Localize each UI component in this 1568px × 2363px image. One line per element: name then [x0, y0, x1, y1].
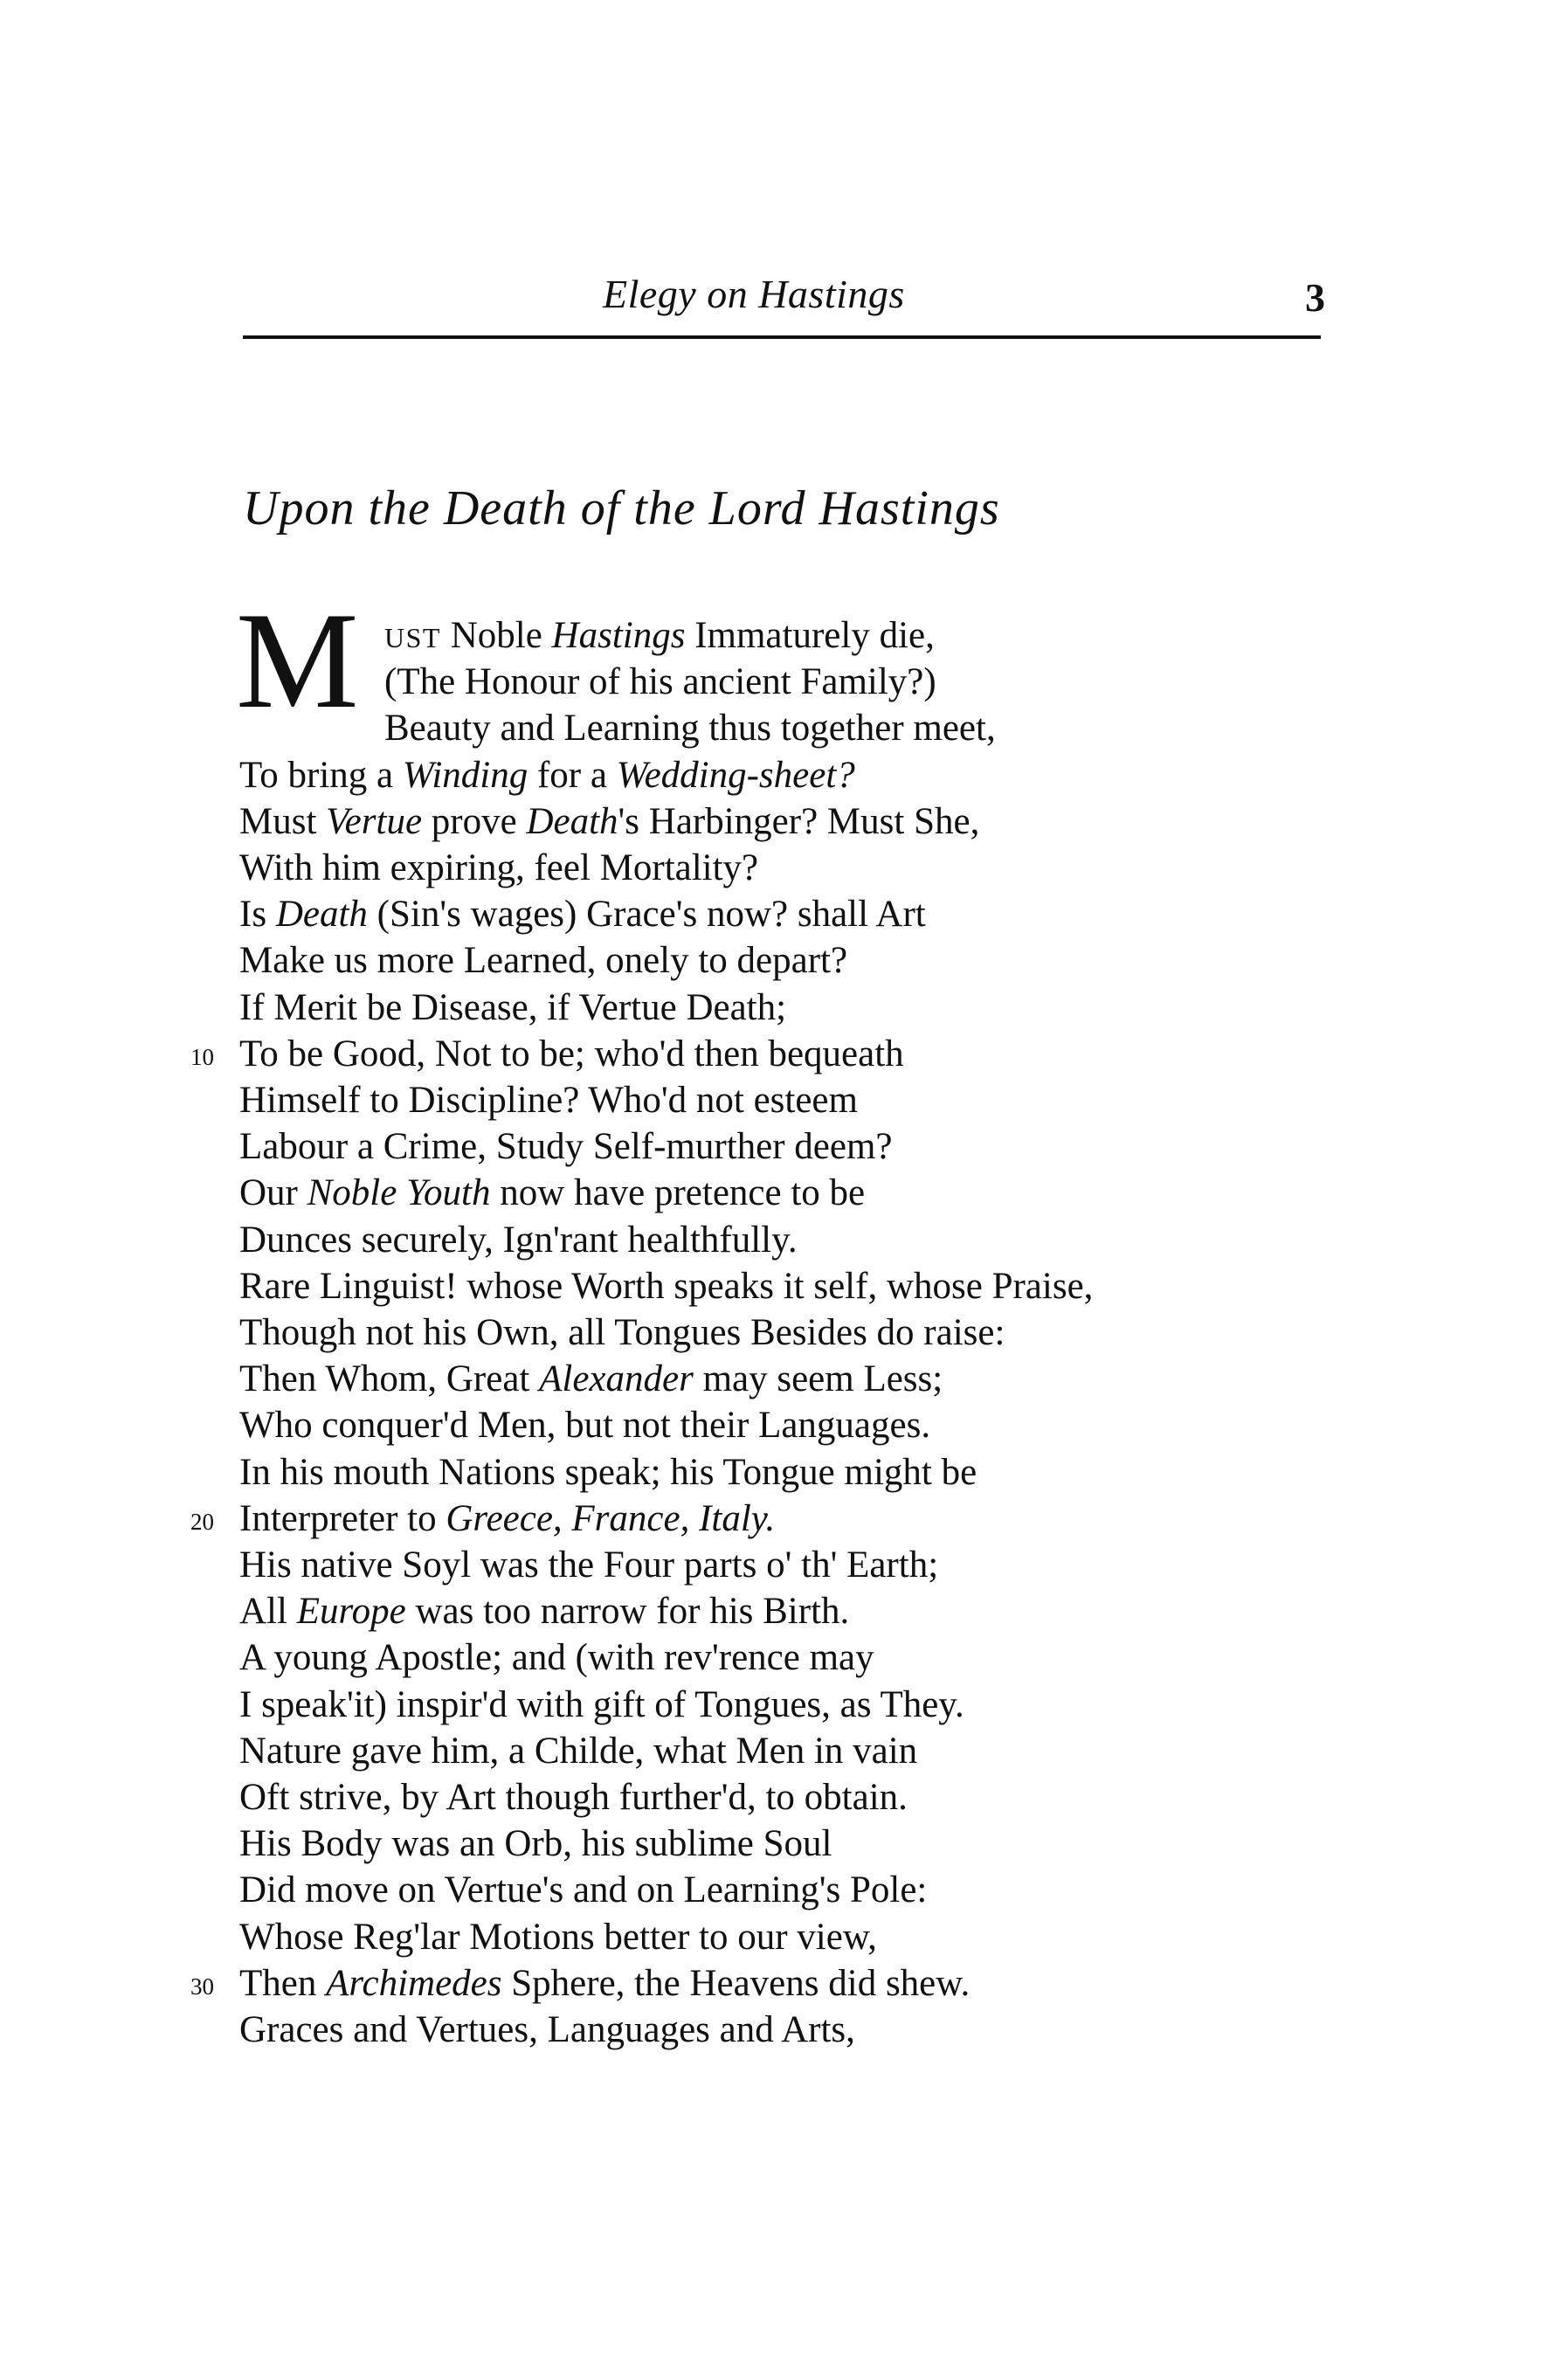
poem-line	[239, 800, 980, 842]
line-text: Our	[239, 1172, 307, 1214]
poem-line	[239, 1497, 776, 1539]
line-text: Must	[239, 800, 327, 842]
line-text: 's Harbinger? Must She,	[618, 800, 980, 842]
drop-cap: M	[236, 584, 359, 737]
line-text: Labour a Crime, Study Self-murther deem?	[239, 1126, 893, 1168]
line-text: Did move on Vertue's and on Learning's Pole:	[239, 1869, 928, 1911]
line-text: Sphere, the Heavens did shew.	[501, 1962, 971, 2004]
poem-line	[239, 1871, 927, 1909]
poem-line	[239, 1451, 977, 1493]
line-text: Whose Reg'lar Motions better to our view,	[239, 1916, 877, 1958]
line-text: His native Soyl was the Four parts o' th' Earth;	[239, 1544, 939, 1586]
line-text: Graces and Vertues, Languages and Arts,	[239, 2009, 855, 2050]
line-text: I speak'it) inspir'd with gift of Tongues, as They.	[239, 1683, 964, 1725]
poem-line	[239, 1405, 931, 1447]
running-title: Elegy on Hastings	[603, 272, 905, 316]
line-text: (The Honour of his ancient Family?)	[384, 661, 936, 703]
poem-line	[239, 1126, 893, 1168]
poem-line	[239, 849, 758, 887]
poem-line	[239, 1683, 964, 1725]
line-text: Is	[239, 894, 276, 936]
line-text: Then	[239, 1962, 327, 2004]
poem-line	[239, 940, 848, 982]
poem-line	[239, 1779, 908, 1816]
running-head	[0, 271, 1568, 323]
poem-line	[239, 1823, 832, 1865]
italic-text: Hastings	[551, 615, 686, 656]
line-text: Himself to Discipline? Who'd not esteem	[239, 1080, 858, 1121]
line-text: With him expiring, feel Mortality?	[239, 847, 759, 888]
italic-text: Death	[275, 894, 368, 936]
poem-line	[239, 1265, 1094, 1307]
line-text: Then Whom, Great	[239, 1358, 540, 1400]
poem-line	[239, 1221, 798, 1259]
line-text: Immaturely die,	[685, 615, 935, 656]
italic-text: Archimedes	[326, 1962, 502, 2004]
line-text: Who conquer'd Men, but not their Languages.	[239, 1405, 931, 1447]
line-text: now have pretence to be	[490, 1172, 866, 1214]
poem-line	[384, 708, 996, 750]
line-number: 10	[190, 1043, 214, 1070]
poem-line	[239, 1962, 971, 2004]
line-text: To bring a	[239, 754, 403, 796]
page-number: 3	[1305, 275, 1325, 320]
line-text: Rare Linguist! whose Worth speaks it self, whose Praise,	[239, 1265, 1094, 1307]
poem-line	[239, 1732, 917, 1770]
line-text: (Sin's wages) Grace's now? shall Art	[367, 894, 926, 936]
poem-line	[384, 663, 936, 701]
italic-text: Alexander	[539, 1358, 694, 1400]
poem-line	[239, 754, 855, 796]
poem-title: Upon the Death of the Lord Hastings	[243, 481, 1000, 535]
poem-line	[239, 1174, 865, 1212]
line-text: His Body was an Orb, his sublime Soul	[239, 1823, 832, 1865]
small-caps-text: UST	[384, 622, 441, 653]
poem-line	[239, 2011, 855, 2049]
line-text: may seem Less;	[693, 1358, 943, 1400]
line-text: In his mouth Nations speak; his Tongue might be	[239, 1451, 977, 1493]
line-text: Oft strive, by Art though further'd, to obtain.	[239, 1777, 908, 1818]
header-rule	[243, 335, 1321, 339]
line-text: All	[239, 1591, 297, 1633]
italic-text: Vertue	[326, 800, 423, 842]
poem-line	[239, 1081, 858, 1119]
italic-text: Europe	[296, 1591, 406, 1633]
line-text: Nature gave him, a Childe, what Men in vain	[239, 1730, 918, 1772]
line-number: 20	[190, 1508, 214, 1535]
italic-text: Winding	[402, 754, 528, 796]
line-text: If Merit be Disease, if Vertue Death;	[239, 986, 787, 1028]
line-text: To be Good, Not to be; who'd then bequeath	[239, 1033, 904, 1074]
line-text: A young Apostle; and (with rev'rence may	[239, 1637, 874, 1679]
italic-text: Death	[526, 800, 618, 842]
poem-line	[239, 1546, 938, 1584]
poem-line	[239, 1035, 904, 1073]
poem-line	[239, 986, 787, 1028]
poem-line	[239, 1591, 850, 1633]
italic-text: Wedding-sheet?	[616, 754, 855, 796]
poem-line	[384, 617, 935, 654]
line-text: Make us more Learned, onely to depart?	[239, 940, 848, 982]
poem-line	[239, 1918, 877, 1956]
line-number: 30	[190, 1973, 214, 2000]
poem-line	[239, 1637, 874, 1679]
poem-line	[239, 894, 926, 936]
italic-text: Greece, France, Italy.	[446, 1497, 776, 1539]
line-text: Beauty and Learning thus together meet,	[384, 708, 996, 750]
poem-line	[239, 1360, 943, 1398]
line-text: Noble	[440, 615, 552, 656]
line-text: Dunces securely, Ign'rant healthfully.	[239, 1219, 798, 1261]
line-text: for a	[528, 754, 617, 796]
italic-text: Noble Youth	[307, 1172, 491, 1214]
line-text: Interpreter to	[239, 1497, 446, 1539]
line-text: was too narrow for his Birth.	[405, 1591, 850, 1633]
poem-line	[239, 1314, 1005, 1351]
line-text: Though not his Own, all Tongues Besides do raise:	[239, 1312, 1005, 1353]
line-text: prove	[422, 800, 527, 842]
